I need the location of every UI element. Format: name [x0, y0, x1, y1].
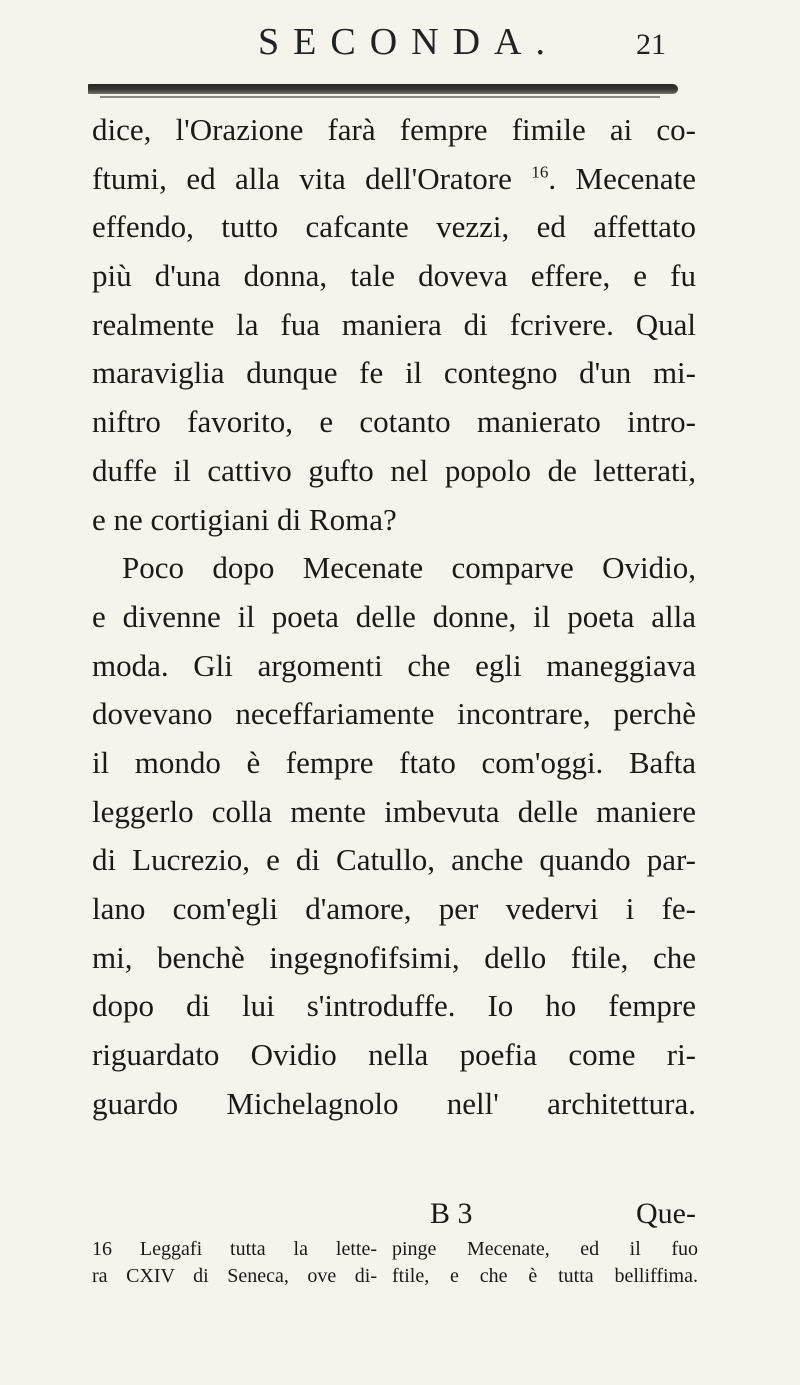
text-line-part: ftumi, ed alla vita dell'Oratore	[92, 160, 512, 196]
text-line: realmente la fua maniera di fcrivere. Qual	[92, 306, 696, 342]
footnote-line: ra CXIV di Seneca, ove di-	[92, 1265, 377, 1287]
catchword: Que-	[636, 1197, 696, 1230]
text-line: e ne cortigiani di Roma?	[92, 501, 397, 537]
paragraph-start-line: Poco dopo Mecenate comparve Ovidio,	[122, 550, 696, 586]
footnote-column-right	[392, 1236, 698, 1290]
text-line: lano com'egli d'amore, per vedervi i fe-	[92, 891, 696, 926]
text-line: mi, benchè ingegnofifsimi, dello ftile, che	[92, 939, 696, 975]
text-line: effendo, tutto cafcante vezzi, ed affettato	[92, 209, 696, 245]
footnote-column-left	[92, 1236, 377, 1290]
page-number: 21	[636, 28, 666, 61]
footnote-line: pinge Mecenate, ed il fuo	[392, 1238, 698, 1260]
text-line: di Lucrezio, e di Catullo, anche quando par-	[92, 842, 696, 878]
running-head-title: SECONDA.	[258, 21, 559, 63]
text-line: riguardato Ovidio nella poefia come ri-	[92, 1037, 696, 1073]
text-line: dopo di lui s'introduffe. Io ho fempre	[92, 988, 696, 1024]
text-line-part: . Mecenate	[548, 160, 696, 196]
body-text	[92, 106, 696, 1128]
signature-mark: B 3	[430, 1197, 473, 1230]
running-head	[0, 16, 800, 66]
text-line: e divenne il poeta delle donne, il poeta alla	[92, 598, 696, 634]
text-line: dovevano neceffariamente incontrare, perchè	[92, 696, 696, 732]
footnote-ref: 16	[531, 162, 549, 182]
text-line: maraviglia dunque fe il contegno d'un mi-	[92, 355, 696, 391]
text-line: duffe il cattivo gufto nel popolo de letterati,	[92, 452, 696, 488]
header-rule	[88, 84, 678, 94]
text-line	[92, 155, 696, 204]
text-line: niftro favorito, e cotanto manierato intro-	[92, 404, 696, 440]
text-line: leggerlo colla mente imbevuta delle maniere	[92, 793, 696, 829]
text-line: dice, l'Orazione farà fempre fimile ai co-	[92, 112, 696, 147]
header-rule-thin	[100, 96, 660, 98]
footnote-line: ftile, e che è tutta belliffima.	[392, 1265, 698, 1287]
text-line: il mondo è fempre ftato com'oggi. Bafta	[92, 744, 696, 780]
text-line: moda. Gli argomenti che egli maneggiava	[92, 647, 696, 683]
signature-line	[92, 1197, 696, 1237]
footnote-line: 16 Leggafi tutta la lette-	[92, 1238, 377, 1260]
text-line: più d'una donna, tale doveva effere, e fu	[92, 258, 696, 294]
text-line: guardo Michelagnolo nell' architettura.	[92, 1085, 696, 1121]
